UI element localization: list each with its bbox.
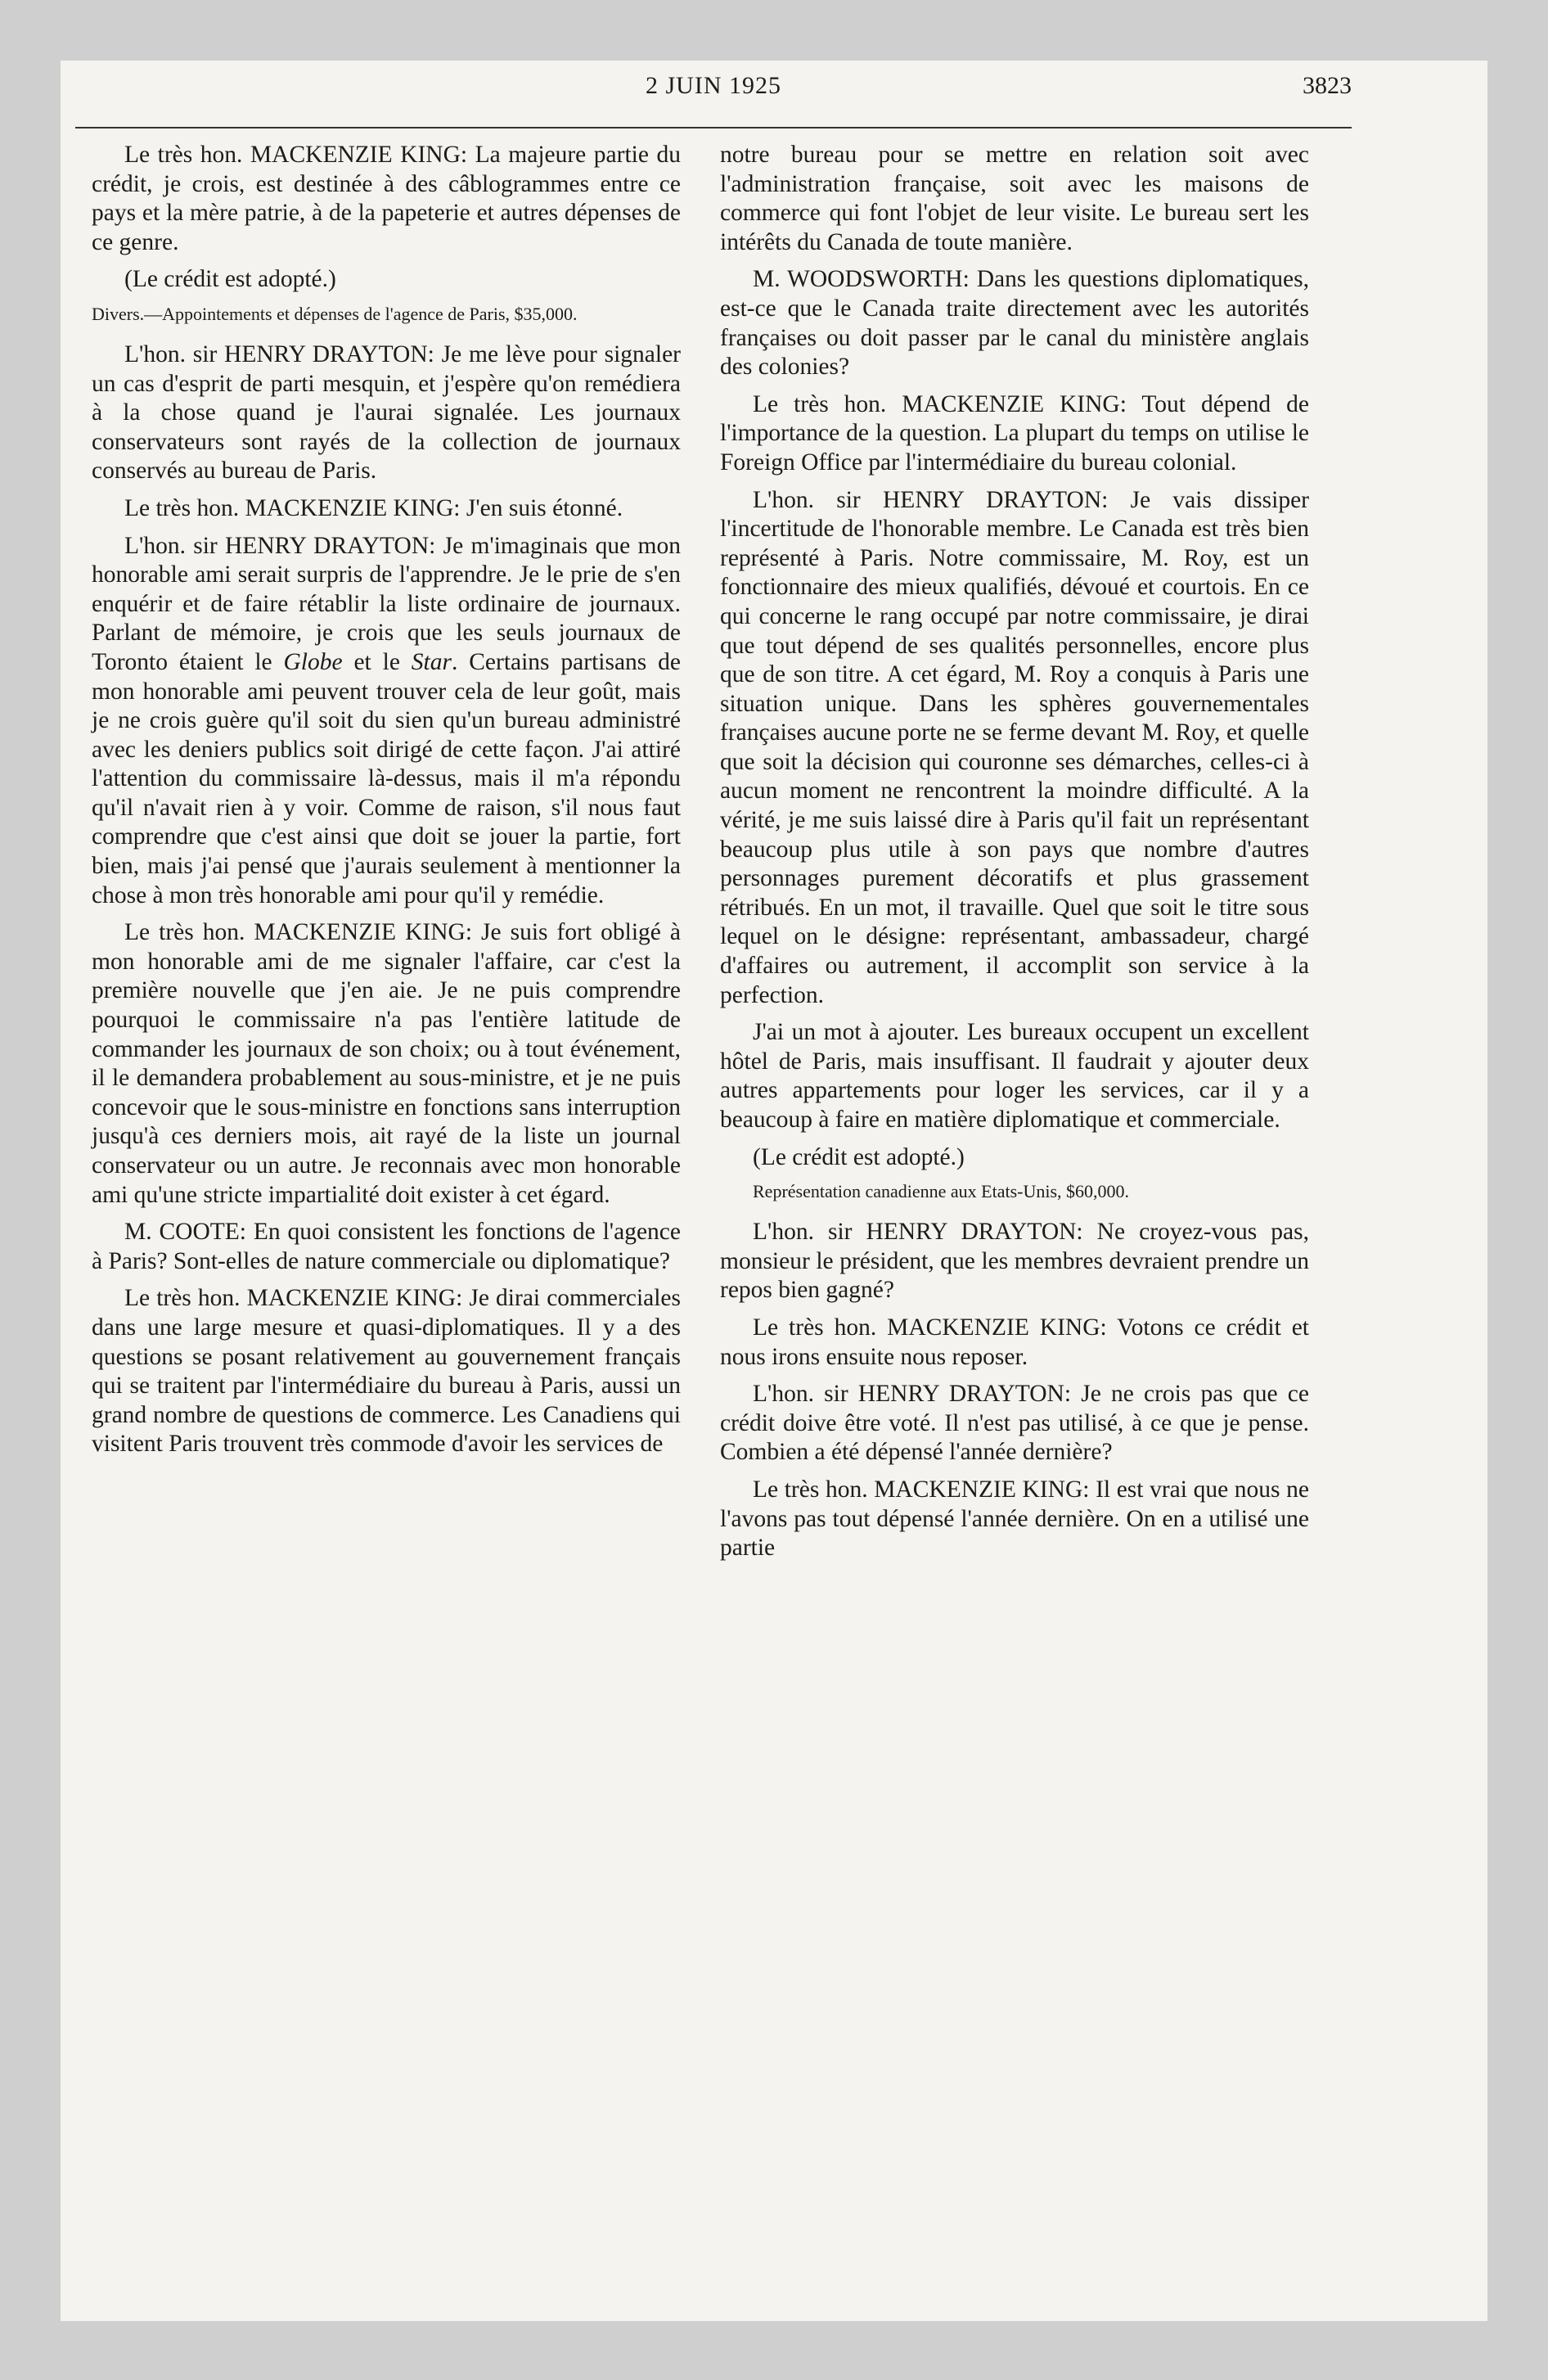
paragraph: Le très hon. MACKENZIE KING: Je dirai commerciales dans une large mesure et quasi-diplomatiques. Il y a des questions se posant relativement au gouvernement français qui se traitent par l'intermédiaire du bureau à Paris, aussi un grand nombre de questions de commerce. Les Canadiens qui visitent Paris trouvent très commode d'avoir les services de	[92, 1285, 681, 1458]
paragraph: (Le crédit est adopté.)	[753, 1143, 965, 1170]
paragraph: Le très hon. MACKENZIE KING: Votons ce crédit et nous irons ensuite nous reposer.	[720, 1314, 1309, 1370]
paragraph: Le très hon. MACKENZIE KING: Tout dépend de l'importance de la question. La plupart du temps on utilise le Foreign Office par l'intermédiaire du bureau colonial.	[720, 390, 1309, 476]
paragraph: Le très hon. MACKENZIE KING: J'en suis étonné.	[124, 494, 623, 521]
paragraph: Le très hon. MACKENZIE KING: Il est vrai que nous ne l'avons pas tout dépensé l'année dernière. On en a utilisé une partie	[720, 1476, 1309, 1562]
header-rule	[75, 127, 1352, 128]
paragraph-text: et le	[342, 648, 412, 675]
paragraph: (Le crédit est adopté.)	[124, 266, 336, 293]
paragraph: L'hon. sir HENRY DRAYTON: Je ne crois pas que ce crédit doive être voté. Il n'est pas utilisé, à ce que je pense. Combien a été dépensé l'année dernière?	[720, 1381, 1309, 1466]
paragraph: J'ai un mot à ajouter. Les bureaux occupent un excellent hôtel de Paris, mais insuffisant. Il faudrait y ajouter deux autres appartements pour loger les services, car il y a beaucoup à faire en matière diplomatique et commerciale.	[720, 1019, 1309, 1133]
page-header	[75, 72, 1352, 113]
paragraph: Le très hon. MACKENZIE KING: Je suis fort obligé à mon honorable ami de me signaler l'affaire, car c'est la première nouvelle que j'en aie. Je ne puis comprendre pourquoi le commissaire n'a pas l'entière latitude de commander les journaux de son choix; ou à tout événement, il le demandera probablement au sous-ministre, et je ne puis concevoir que le sous-ministre en fonctions sans interruption jusqu'à ces derniers mois, ait rayé de la liste un journal conservateur ou un autre. Je reconnais avec mon honorable ami qu'une stricte impartialité doit exister à cet égard.	[92, 919, 681, 1208]
paragraph: Le très hon. MACKENZIE KING: La majeure partie du crédit, je crois, est destinée à des câblogrammes entre ce pays et la mère patrie, à de la papeterie et autres dépenses de ce genre.	[92, 142, 681, 255]
page-date: 2 JUIN 1925	[646, 72, 781, 99]
paragraph: M. WOODSWORTH: Dans les questions diplomatiques, est-ce que le Canada traite directement avec les autorités françaises ou doit passer par le canal du ministère anglais des colonies?	[720, 266, 1309, 381]
page-number: 3823	[1303, 72, 1352, 99]
newspaper-name: Globe	[283, 648, 343, 675]
paragraph: M. COOTE: En quoi consistent les fonctions de l'agence à Paris? Sont-elles de nature commerciale ou diplomatique?	[92, 1219, 681, 1274]
paragraph: notre bureau pour se mettre en relation soit avec l'administration française, soit avec les maisons de commerce qui font l'objet de leur visite. Le bureau sert les intérêts du Canada de toute manière.	[720, 142, 1309, 255]
paragraph: L'hon. sir HENRY DRAYTON: Je vais dissiper l'incertitude de l'honorable membre. Le Canada est très bien représenté à Paris. Notre commissaire, M. Roy, est un fonctionnaire des mieux qualifiés, dévoué et courtois. En ce qui concerne le rang occupé par notre commissaire, je dirai que tout dépend de ses qualités personnelles, encore plus que de son titre. A cet égard, M. Roy a conquis à Paris une situation unique. Dans les sphères gouvernementales françaises aucune porte ne se ferme devant M. Roy, et quelle que soit la décision qui couronne ses démarches, celles-ci à aucun moment ne rencontrent la moindre difficulté. A la vérité, je me suis laissé dire à Paris qu'il fait un représentant beaucoup plus utile à son pays que nombre d'autres personnages purement décoratifs et plus grassement rétribués. En un mot, il travaille. Quel que soit le titre sous lequel on le désigne: représentant, ambassadeur, chargé d'affaires ou autrement, il accomplit son service à la perfection.	[720, 486, 1309, 1008]
vote-item: Divers.—Appointements et dépenses de l'agence de Paris, $35,000.	[92, 303, 578, 324]
left-column	[92, 141, 681, 1467]
vote-item: Représentation canadienne aux Etats-Unis, $60,000.	[753, 1181, 1130, 1202]
paragraph: L'hon. sir HENRY DRAYTON: Je me lève pour signaler un cas d'esprit de parti mesquin, et j'espère qu'on remédiera à la chose quand je l'aurai signalée. Les journaux conservateurs sont rayés de la collection de journaux conservés au bureau de Paris.	[92, 340, 681, 485]
newspaper-name: Star	[411, 648, 452, 675]
paragraph-text: L'hon. sir HENRY DRAYTON: Je m'imaginais que mon honorable ami serait surpris de l'apprendre. Je le prie de s'en enquérir et de faire rétablir la liste ordinaire de journaux. Parlant de mémoire, je crois que les seuls journaux de Toronto étaient le	[92, 532, 681, 675]
paragraph: L'hon. sir HENRY DRAYTON: Ne croyez-vous pas, monsieur le président, que les membres devraient prendre un repos bien gagné?	[720, 1219, 1309, 1304]
paragraph	[92, 532, 681, 911]
paragraph-text: . Certains partisans de mon honorable ami peuvent trouver cela de leur goût, mais je ne crois guère qu'il soit du sien qu'un bureau administré avec les deniers publics soit dirigé de cette façon. J'ai attiré l'attention du commissaire là-dessus, mais il m'a répondu qu'il n'avait rien à y voir. Comme de raison, s'il nous faut comprendre que c'est ainsi que doit se jouer la partie, fort bien, mais j'ai pensé que j'aurais seulement à mentionner la chose à mon très honorable ami pour qu'il y remédie.	[92, 648, 681, 908]
right-column	[720, 141, 1309, 1571]
